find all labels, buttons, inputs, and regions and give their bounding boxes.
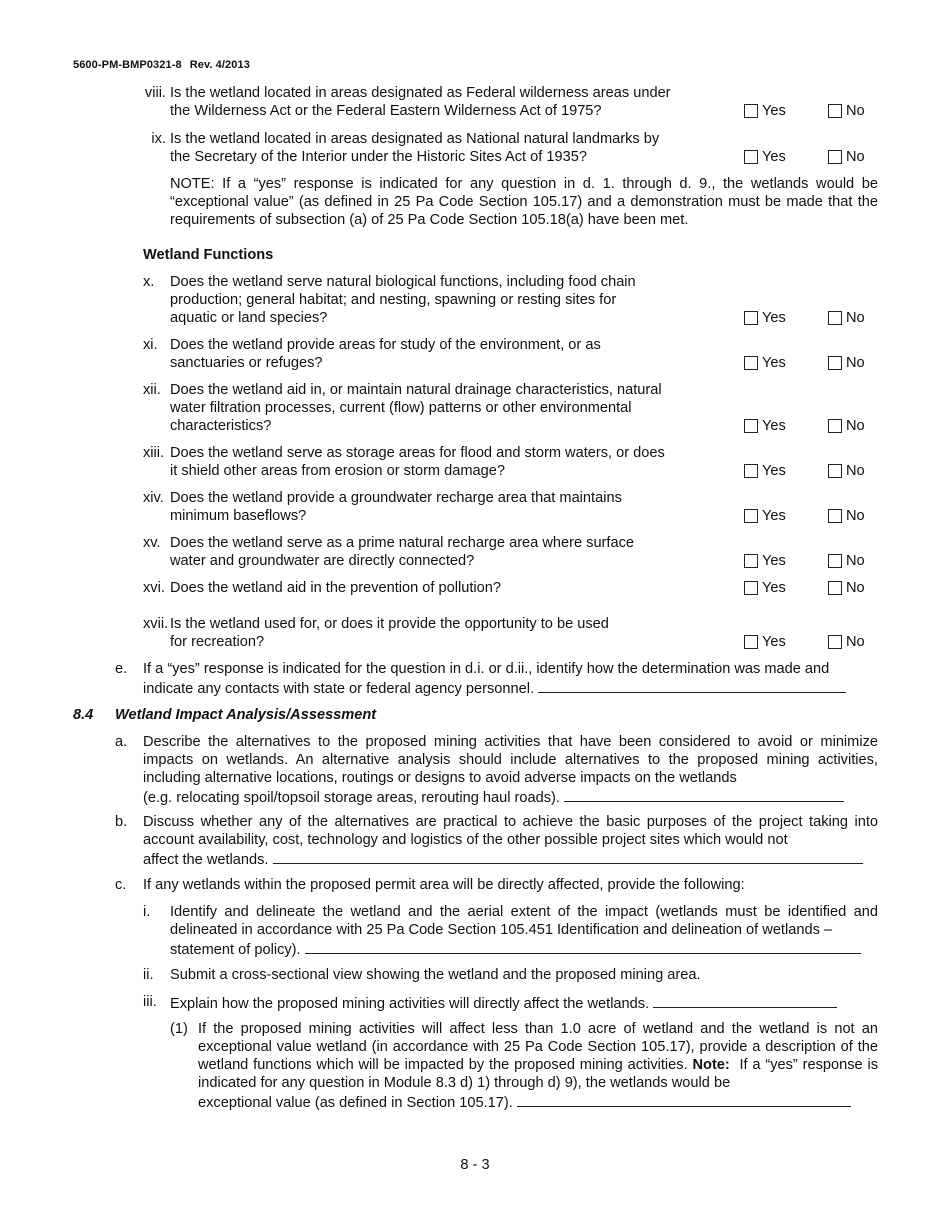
question-number: x. xyxy=(143,274,155,290)
question-xiii-text: Does the wetland serve as storage areas for flood and storm waters, or does it shield other areas from erosion or storm damage? xyxy=(170,445,665,479)
yes-checkbox[interactable]: Yes xyxy=(744,633,786,651)
question-number: viii. xyxy=(144,85,166,101)
yes-checkbox[interactable]: Yes xyxy=(744,552,786,570)
no-checkbox[interactable]: No xyxy=(828,552,865,570)
yes-checkbox[interactable]: Yes xyxy=(744,102,786,120)
question-number: xii. xyxy=(143,382,161,398)
question-number: xiv. xyxy=(143,490,164,506)
item-c-iii-1-text: If the proposed mining activities will affect less than 1.0 acre of wetland and the wetland is not an exceptional value wetland (in accordance with 25 Pa Code Section 105.17), provide a description of the wetland functions which will be impacted by the proposed mining activities. Note: If a “yes” response is indicated for any question in Module 8.3 d) 1) through d) 9), the wetlands would be exceptional value (as defined in Section 105.17). xyxy=(198,1021,879,1111)
section-number: 8.4 xyxy=(73,707,94,723)
page-number: 8 - 3 xyxy=(460,1157,490,1173)
question-x-text: Does the wetland serve natural biological functions, including food chain production; general habitat; and nesting, spawning or resting sites for aquatic or land species? xyxy=(170,274,636,326)
item-letter: b. xyxy=(115,814,128,830)
item-c-iii-text: Explain how the proposed mining activities will directly affect the wetlands. xyxy=(170,993,878,1013)
question-number: xv. xyxy=(143,535,161,551)
question-ix-text: Is the wetland located in areas designated as National natural landmarks by the Secretary of the Interior under the Historic Sites Act of 1935? xyxy=(170,131,660,165)
item-e-answer-line[interactable] xyxy=(538,678,846,693)
sub-item-number: (1) xyxy=(170,1021,188,1037)
yes-checkbox[interactable]: Yes xyxy=(744,309,786,327)
item-e-text: If a “yes” response is indicated for the question in d.i. or d.ii., identify how the determination was made and indicate any contacts with state or federal agency personnel. xyxy=(143,660,878,698)
no-checkbox[interactable]: No xyxy=(828,417,865,435)
no-checkbox[interactable]: No xyxy=(828,102,865,120)
question-xi-text: Does the wetland provide areas for study of the environment, or as sanctuaries or refuges? xyxy=(170,337,601,371)
item-a-answer-line[interactable] xyxy=(564,787,844,802)
sub-item-number: i. xyxy=(143,904,151,920)
question-number: xvi. xyxy=(143,580,165,596)
yes-checkbox[interactable]: Yes xyxy=(744,148,786,166)
no-checkbox[interactable]: No xyxy=(828,462,865,480)
no-checkbox[interactable]: No xyxy=(828,354,865,372)
item-c-iii-1-answer-line[interactable] xyxy=(517,1092,851,1107)
question-xiv-text: Does the wetland provide a groundwater recharge area that maintains minimum baseflows? xyxy=(170,490,622,524)
question-viii-text: Is the wetland located in areas designated as Federal wilderness areas under the Wilderness Act or the Federal Eastern Wilderness Act of 1975? xyxy=(170,85,671,119)
yes-checkbox[interactable]: Yes xyxy=(744,417,786,435)
no-checkbox[interactable]: No xyxy=(828,309,865,327)
item-letter: c. xyxy=(115,877,127,893)
yes-checkbox[interactable]: Yes xyxy=(744,462,786,480)
sub-item-number: ii. xyxy=(143,967,154,983)
form-header xyxy=(73,56,250,74)
form-id: 5600-PM-BMP0321-8 xyxy=(73,59,182,71)
item-c-iii-answer-line[interactable] xyxy=(653,993,837,1008)
item-a-text: Describe the alternatives to the proposed mining activities that have been considered to avoid or minimize impacts on wetlands. An alternative analysis should include alternatives to the proposed mining activities, including alternative locations, routings or designs to avoid adverse impacts on the wetlands (e.g. relocating spoil/topsoil storage areas, rerouting haul roads). xyxy=(143,734,878,806)
item-c-i-text: Identify and delineate the wetland and the aerial extent of the impact (wetlands must be identified and delineated in accordance with 25 Pa Code Section 105.451 Identification and delineation of wetlands – statement of policy). xyxy=(170,904,878,958)
yes-checkbox[interactable]: Yes xyxy=(744,354,786,372)
no-checkbox[interactable]: No xyxy=(828,148,865,166)
item-letter: e. xyxy=(115,661,128,677)
item-c-ii-text: Submit a cross-sectional view showing the wetland and the proposed mining area. xyxy=(170,967,701,983)
yes-checkbox[interactable]: Yes xyxy=(744,507,786,525)
question-xii-text: Does the wetland aid in, or maintain natural drainage characteristics, natural water filtration processes, current (flow) patterns or other environmental characteristics? xyxy=(170,382,662,434)
no-checkbox[interactable]: No xyxy=(828,633,865,651)
exceptional-value-note: NOTE: If a “yes” response is indicated for any question in d. 1. through d. 9., the wetlands would be “exceptional value” (as defined in 25 Pa Code Section 105.17) and a demonstration must be made that the requirements of subsection (a) of 25 Pa Code Section 105.18(a) have been met. xyxy=(170,176,878,228)
yes-checkbox[interactable]: Yes xyxy=(744,579,786,597)
no-checkbox[interactable]: No xyxy=(828,507,865,525)
question-xvi-text: Does the wetland aid in the prevention of pollution? xyxy=(170,580,502,596)
section-title: Wetland Impact Analysis/Assessment xyxy=(115,707,377,723)
question-number: ix. xyxy=(151,131,166,147)
question-number: xvii. xyxy=(143,616,169,632)
question-number: xi. xyxy=(143,337,158,353)
question-number: xiii. xyxy=(143,445,165,461)
item-c-text: If any wetlands within the proposed permit area will be directly affected, provide the following: xyxy=(143,877,745,893)
question-xv-text: Does the wetland serve as a prime natural recharge area where surface water and groundwater are directly connected? xyxy=(170,535,634,569)
sub-item-number: iii. xyxy=(143,994,157,1010)
item-c-i-answer-line[interactable] xyxy=(305,939,861,954)
item-letter: a. xyxy=(115,734,128,750)
question-xvii-text: Is the wetland used for, or does it provide the opportunity to be used for recreation? xyxy=(170,616,609,650)
wetland-functions-heading: Wetland Functions xyxy=(143,247,274,263)
item-b-answer-line[interactable] xyxy=(273,849,863,864)
no-checkbox[interactable]: No xyxy=(828,579,865,597)
item-b-text: Discuss whether any of the alternatives are practical to achieve the basic purposes of the project taking into account availability, cost, technology and logistics of the other possible project sites which would not affect the wetlands. xyxy=(143,814,878,868)
form-revision: Rev. 4/2013 xyxy=(189,59,250,71)
